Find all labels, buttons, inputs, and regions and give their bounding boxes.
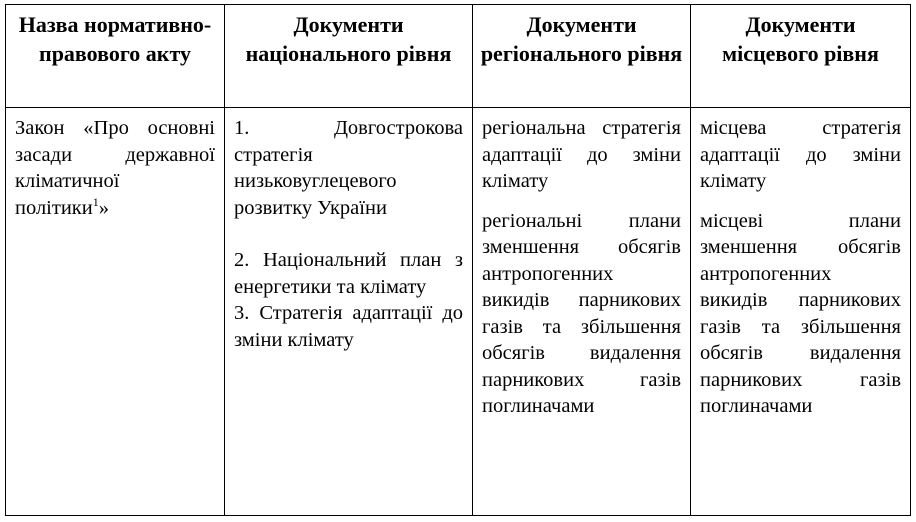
regional-documents-cell — [473, 108, 691, 516]
national-document-item: 3. Стратегія адаптації до зміни клімату — [234, 302, 463, 351]
header-regional-documents: Документи регіонального рівня — [473, 5, 691, 108]
footnote-marker[interactable]: 1 — [92, 194, 99, 209]
header-local-documents: Документи місцевого рівня — [691, 5, 911, 108]
regional-document-item: регіональна стратегія адаптації до зміни клімату — [482, 117, 681, 192]
local-document-item: місцеві плани зменшення обсягів антропогенних викидів парникових газів та збільшення обсягів видалення парникових газів поглиначами — [700, 209, 901, 417]
local-documents-cell — [691, 108, 911, 516]
header-row — [6, 5, 911, 108]
table-row — [6, 108, 911, 516]
header-act-name: Назва нормативно-правового акту — [6, 5, 225, 108]
national-documents-cell — [225, 108, 473, 516]
header-national-documents: Документи національного рівня — [225, 5, 473, 108]
local-document-item: місцева стратегія адаптації до зміни клімату — [700, 117, 901, 192]
national-document-item: 2. Національний план з енергетики та клімату — [234, 249, 463, 298]
act-name-text: Закон «Про основні засади державної кліматичної політики — [15, 117, 215, 219]
act-name-closing-quote: » — [98, 196, 109, 219]
documents-table — [5, 4, 911, 516]
act-name — [15, 115, 215, 221]
act-name-cell — [6, 108, 225, 516]
regional-document-item: регіональні плани зменшення обсягів антропогенних викидів парникових газів та збільшення обсягів видалення парникових газів поглиначами — [482, 209, 681, 417]
national-document-item: 1. Довгострокова стратегія низьковуглецевого розвитку України — [234, 117, 463, 219]
